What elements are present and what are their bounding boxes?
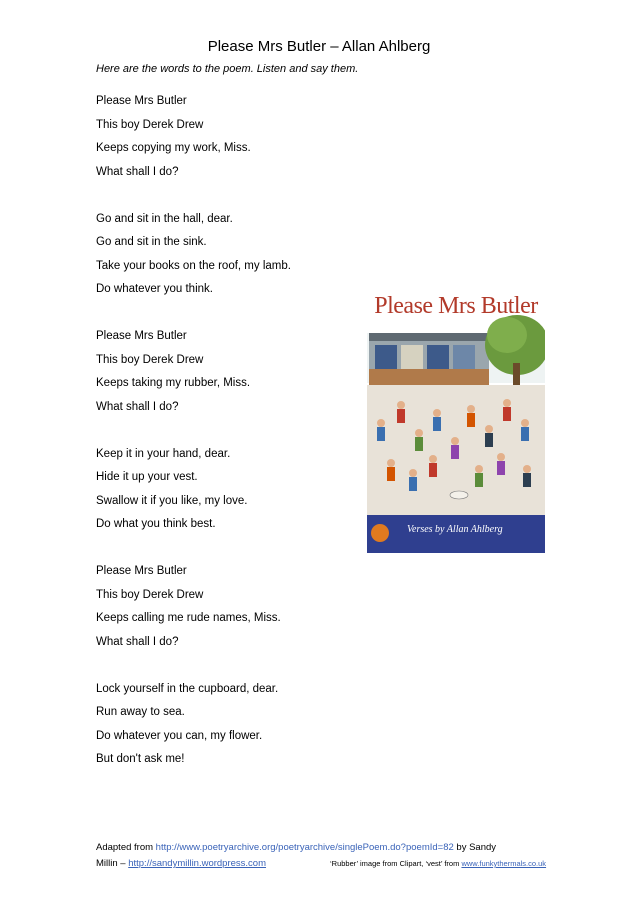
subtitle: Here are the words to the poem. Listen and say them. <box>96 63 359 75</box>
source-link[interactable]: http://www.poetryarchive.org/poetryarchive/singlePoem.do?poemId=82 <box>155 842 454 853</box>
poem-line: Do whatever you think. <box>96 283 213 295</box>
stanza-3 <box>96 328 291 422</box>
book-credit: Verses by Allan Ahlberg <box>407 524 503 535</box>
stanza-1 <box>96 93 291 187</box>
page-title: Please Mrs Butler – Allan Ahlberg <box>207 38 431 55</box>
poem-line: Swallow it if you like, my love. <box>96 494 248 507</box>
poem-line: What shall I do? <box>96 400 179 413</box>
poem-line: What shall I do? <box>96 165 179 178</box>
image-credit-link[interactable]: www.funkythermals.co.uk <box>461 859 547 868</box>
poem-line: Keep it in your hand, dear. <box>96 447 231 460</box>
stanza-4 <box>96 446 291 540</box>
footer-line-1 <box>96 840 496 856</box>
poem-line: Keeps taking my rubber, Miss. <box>96 377 251 389</box>
poem-line: Lock yourself in the cupboard, dear. <box>96 682 279 695</box>
stanza-6 <box>96 681 291 775</box>
poem-line: Go and sit in the sink. <box>96 236 207 248</box>
poem-line: What shall I do? <box>96 635 179 648</box>
author-prefix: Millin – <box>96 858 129 869</box>
book-cover-image <box>367 273 545 553</box>
poem-line: Keeps calling me rude names, Miss. <box>96 612 281 624</box>
poem-line: But don't ask me! <box>96 753 185 765</box>
poem-line: This boy Derek Drew <box>96 353 204 366</box>
poem-line: Please Mrs Butler <box>96 330 187 342</box>
poem-line: Keeps copying my work, Miss. <box>96 142 251 154</box>
book-title: Please Mrs Butler <box>374 293 538 319</box>
poem-line: This boy Derek Drew <box>96 118 204 131</box>
poem-line: Go and sit in the hall, dear. <box>96 212 233 225</box>
adapted-prefix: Adapted from <box>96 842 156 853</box>
poem-line: Please Mrs Butler <box>96 95 187 107</box>
poem-line: Do what you think best. <box>96 518 216 530</box>
image-credit-prefix: ‘Rubber’ image from Clipart, ‘vest’ from <box>330 859 462 868</box>
image-credit <box>330 856 546 872</box>
poem-line: Hide it up your vest. <box>96 471 198 483</box>
author-link[interactable]: http://sandymillin.wordpress.com <box>128 858 267 869</box>
stanza-2 <box>96 211 291 305</box>
poem-line: This boy Derek Drew <box>96 588 204 601</box>
stanza-5 <box>96 563 291 657</box>
poem-line: Take your books on the roof, my lamb. <box>96 259 291 272</box>
by-text: by Sandy <box>453 842 497 853</box>
poem-line: Run away to sea. <box>96 706 185 718</box>
poem <box>96 93 291 775</box>
poem-line: Do whatever you can, my flower. <box>96 729 263 742</box>
poem-line: Please Mrs Butler <box>96 565 187 577</box>
